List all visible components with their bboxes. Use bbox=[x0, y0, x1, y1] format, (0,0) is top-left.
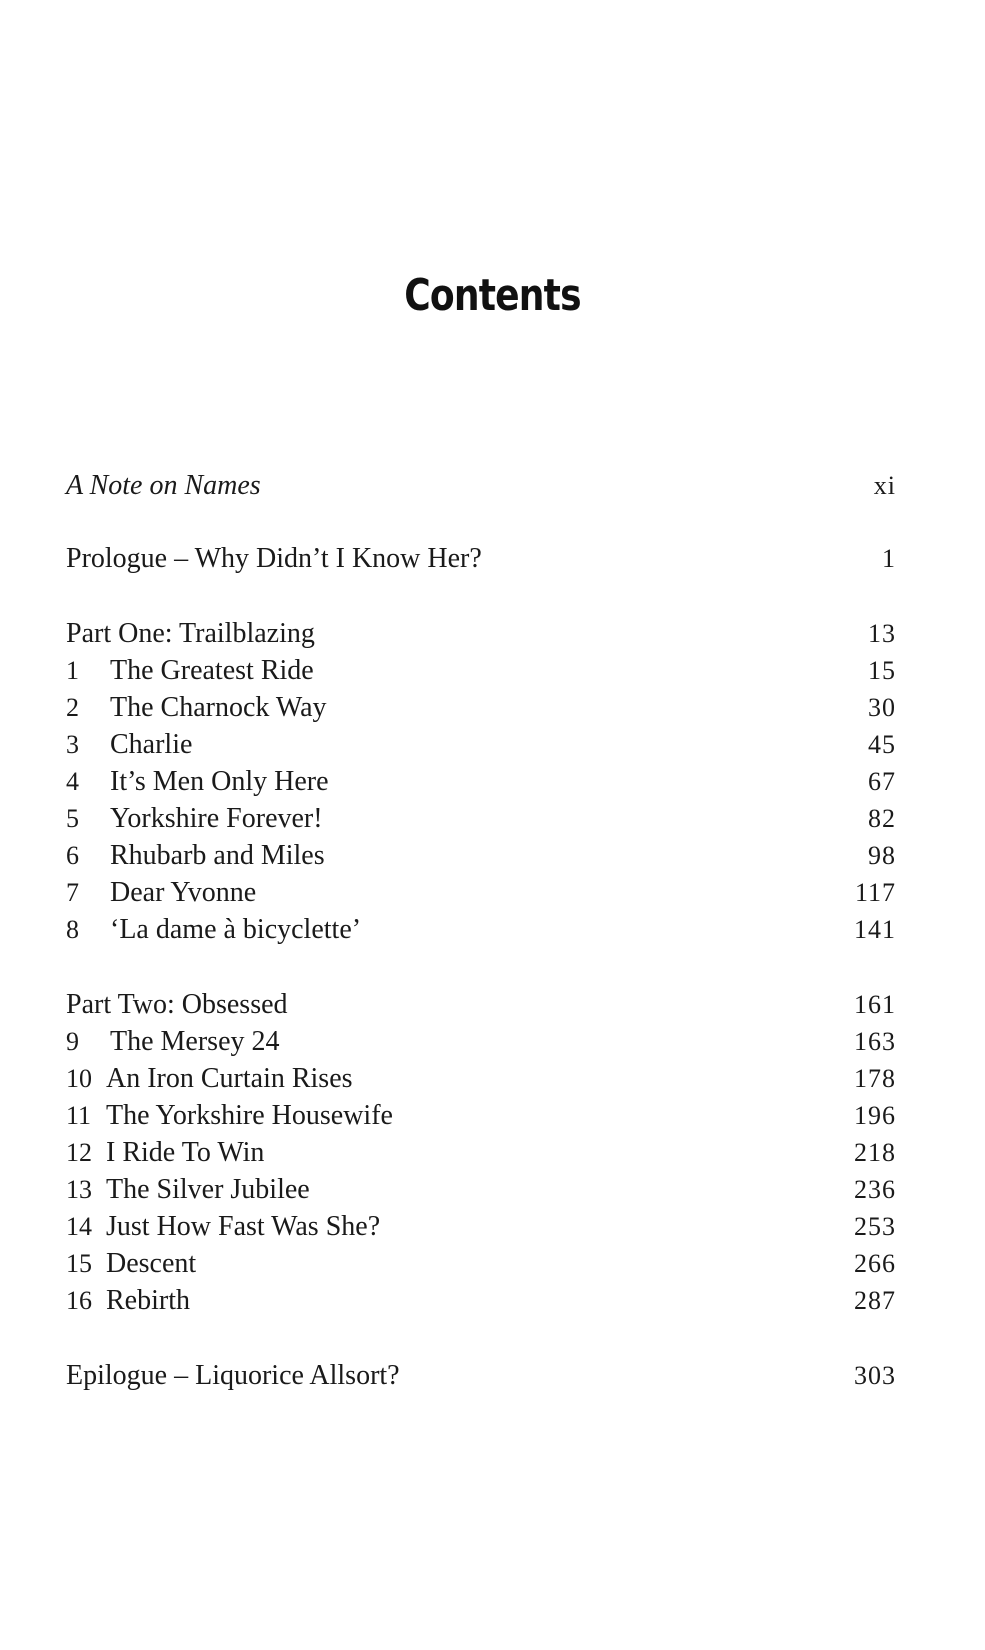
toc-entry-page: 287 bbox=[854, 1286, 896, 1315]
toc-entry-page: 178 bbox=[854, 1064, 896, 1093]
chapter-number: 16 bbox=[66, 1286, 92, 1315]
chapter-title: The Charnock Way bbox=[110, 692, 327, 723]
chapter-title: The Greatest Ride bbox=[110, 655, 314, 686]
chapter-title: The Silver Jubilee bbox=[106, 1174, 310, 1205]
chapter-title: ‘La dame à bicyclette’ bbox=[110, 914, 362, 945]
toc-entry-page: 15 bbox=[868, 656, 896, 685]
toc-entry-page: 303 bbox=[854, 1361, 896, 1390]
toc-entry-page: 98 bbox=[868, 841, 896, 870]
toc-chapter-7[interactable] bbox=[66, 875, 896, 911]
toc-entry-page: 117 bbox=[854, 878, 896, 907]
chapter-title: Yorkshire Forever! bbox=[110, 803, 323, 834]
toc-entry-page: 82 bbox=[868, 804, 896, 833]
toc-entry-page: 45 bbox=[868, 730, 896, 759]
toc-entry-page: 253 bbox=[854, 1212, 896, 1241]
chapter-title: Descent bbox=[106, 1248, 197, 1279]
toc-entry-page: 196 bbox=[854, 1101, 896, 1130]
toc-chapter-9[interactable] bbox=[66, 1024, 896, 1060]
toc-entry-page: 218 bbox=[854, 1138, 896, 1167]
chapter-number: 3 bbox=[66, 730, 79, 759]
toc-entry-page: 266 bbox=[854, 1249, 896, 1278]
toc-entry-label: Prologue – Why Didn’t I Know Her? bbox=[66, 543, 482, 574]
chapter-number: 12 bbox=[66, 1138, 92, 1167]
toc-entry-page: 1 bbox=[882, 544, 896, 573]
chapter-title: Rebirth bbox=[106, 1285, 190, 1316]
chapter-number: 13 bbox=[66, 1175, 92, 1204]
toc-entry-page: xi bbox=[873, 471, 896, 500]
chapter-title: The Mersey 24 bbox=[110, 1026, 280, 1057]
toc-chapter-16[interactable] bbox=[66, 1283, 896, 1319]
toc-chapter-5[interactable] bbox=[66, 801, 896, 837]
chapter-number: 10 bbox=[66, 1064, 92, 1093]
toc-part-label: Part One: Trailblazing bbox=[66, 618, 315, 649]
chapter-number: 5 bbox=[66, 804, 79, 833]
toc-entry-page: 163 bbox=[854, 1027, 896, 1056]
toc-chapter-11[interactable] bbox=[66, 1098, 896, 1134]
chapter-number: 14 bbox=[66, 1212, 92, 1241]
chapter-title: I Ride To Win bbox=[106, 1137, 265, 1168]
chapter-title: Charlie bbox=[110, 729, 193, 760]
toc-entry-page: 141 bbox=[854, 915, 896, 944]
toc-entry-epilogue[interactable] bbox=[66, 1358, 896, 1394]
toc-entry-prologue[interactable] bbox=[66, 541, 896, 577]
toc-chapter-14[interactable] bbox=[66, 1209, 896, 1245]
chapter-number: 8 bbox=[66, 915, 79, 944]
toc-chapter-6[interactable] bbox=[66, 838, 896, 874]
page-title: Contents bbox=[404, 270, 581, 321]
toc-entry-label: Epilogue – Liquorice Allsort? bbox=[66, 1360, 400, 1391]
toc-entry-label: A Note on Names bbox=[66, 470, 261, 501]
toc-chapter-4[interactable] bbox=[66, 764, 896, 800]
toc-entry-page: 67 bbox=[868, 767, 896, 796]
toc-chapter-15[interactable] bbox=[66, 1246, 896, 1282]
toc-chapter-3[interactable] bbox=[66, 727, 896, 763]
toc-entry-page: 236 bbox=[854, 1175, 896, 1204]
chapter-number: 6 bbox=[66, 841, 79, 870]
toc-entry-note-on-names[interactable] bbox=[66, 468, 896, 504]
toc-part-two[interactable] bbox=[66, 987, 896, 1023]
chapter-title: An Iron Curtain Rises bbox=[106, 1063, 353, 1094]
toc-chapter-1[interactable] bbox=[66, 653, 896, 689]
toc-entry-page: 30 bbox=[868, 693, 896, 722]
chapter-number: 4 bbox=[66, 767, 79, 796]
chapter-number: 7 bbox=[66, 878, 79, 907]
chapter-number: 2 bbox=[66, 693, 79, 722]
chapter-title: Dear Yvonne bbox=[110, 877, 257, 908]
toc-chapter-13[interactable] bbox=[66, 1172, 896, 1208]
chapter-title: It’s Men Only Here bbox=[110, 766, 329, 797]
toc-entry-page: 13 bbox=[868, 619, 896, 648]
chapter-title: Rhubarb and Miles bbox=[110, 840, 325, 871]
chapter-number: 11 bbox=[66, 1101, 92, 1130]
chapter-title: Just How Fast Was She? bbox=[106, 1211, 381, 1242]
chapter-number: 15 bbox=[66, 1249, 92, 1278]
toc-chapter-8[interactable] bbox=[66, 912, 896, 948]
toc-entry-page: 161 bbox=[854, 990, 896, 1019]
toc-chapter-10[interactable] bbox=[66, 1061, 896, 1097]
toc-part-label: Part Two: Obsessed bbox=[66, 989, 288, 1020]
chapter-number: 1 bbox=[66, 656, 79, 685]
toc-chapter-2[interactable] bbox=[66, 690, 896, 726]
toc-part-one[interactable] bbox=[66, 616, 896, 652]
chapter-number: 9 bbox=[66, 1027, 79, 1056]
toc-chapter-12[interactable] bbox=[66, 1135, 896, 1171]
chapter-title: The Yorkshire Housewife bbox=[106, 1100, 393, 1131]
